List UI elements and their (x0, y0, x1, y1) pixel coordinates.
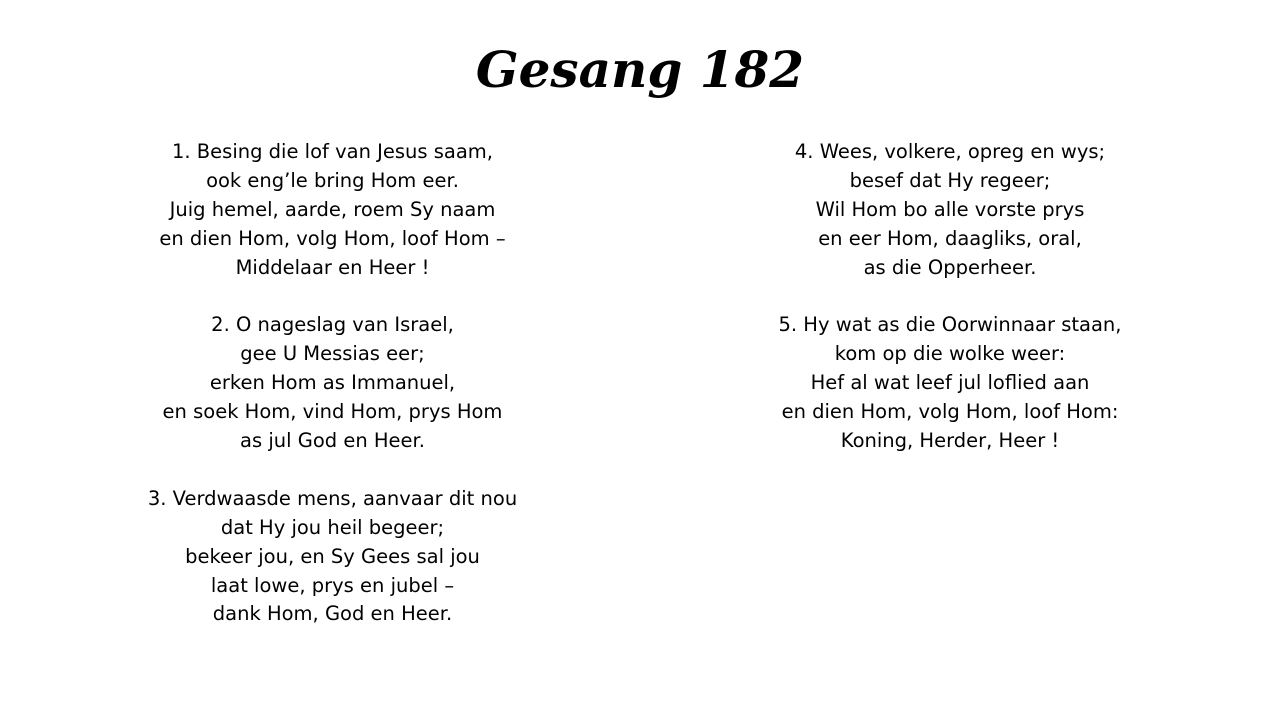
verse-line: kom op die wolke weer: (834, 342, 1066, 366)
verse-line: 1. Besing die lof van Jesus saam, (171, 140, 494, 163)
verse-line: erken Hom as Immanuel, (209, 371, 456, 395)
verse-4 (715, 138, 1185, 283)
verse-line: Hef al wat leef jul loflied aan (810, 371, 1090, 395)
verse-line: Koning, Herder, Heer ! (840, 429, 1060, 453)
slide-title: Gesang 182 (475, 40, 805, 99)
verse-line: en dien Hom, volg Hom, loof Hom – (159, 226, 506, 250)
verse-5 (715, 311, 1185, 456)
verse-line: besef dat Hy regeer; (849, 168, 1051, 192)
verse-3 (100, 485, 565, 630)
verse-2 (100, 311, 565, 456)
right-column (715, 138, 1185, 485)
verse-line: bekeer jou, en Sy Gees sal jou (185, 544, 480, 568)
verse-line: ook eng’le bring Hom eer. (206, 168, 459, 192)
verse-line: Juig hemel, aarde, roem Sy naam (169, 197, 496, 221)
verse-line: dank Hom, God en Heer. (212, 602, 453, 626)
verse-line: as jul God en Heer. (240, 429, 425, 453)
left-column (100, 138, 565, 658)
verse-1 (100, 138, 565, 283)
verse-line: en soek Hom, vind Hom, prys Hom (162, 400, 503, 424)
verse-line: gee U Messias eer; (240, 342, 425, 366)
verse-line: en eer Hom, daagliks, oral, (818, 226, 1082, 250)
verse-line: 3. Verdwaasde mens, aanvaar dit nou (147, 486, 518, 510)
verse-line: en dien Hom, volg Hom, loof Hom: (781, 400, 1119, 424)
verse-line: 4. Wees, volkere, opreg en wys; (794, 140, 1106, 163)
verse-line: Wil Hom bo alle vorste prys (815, 197, 1085, 221)
verse-line: laat lowe, prys en jubel – (210, 573, 455, 597)
verse-line: dat Hy jou heil begeer; (220, 515, 445, 539)
verse-line: Middelaar en Heer ! (235, 255, 430, 279)
verse-line: 2. O nageslag van Israel, (211, 313, 454, 337)
verse-line: as die Opperheer. (863, 255, 1037, 279)
verse-line: 5. Hy wat as die Oorwinnaar staan, (778, 313, 1122, 337)
